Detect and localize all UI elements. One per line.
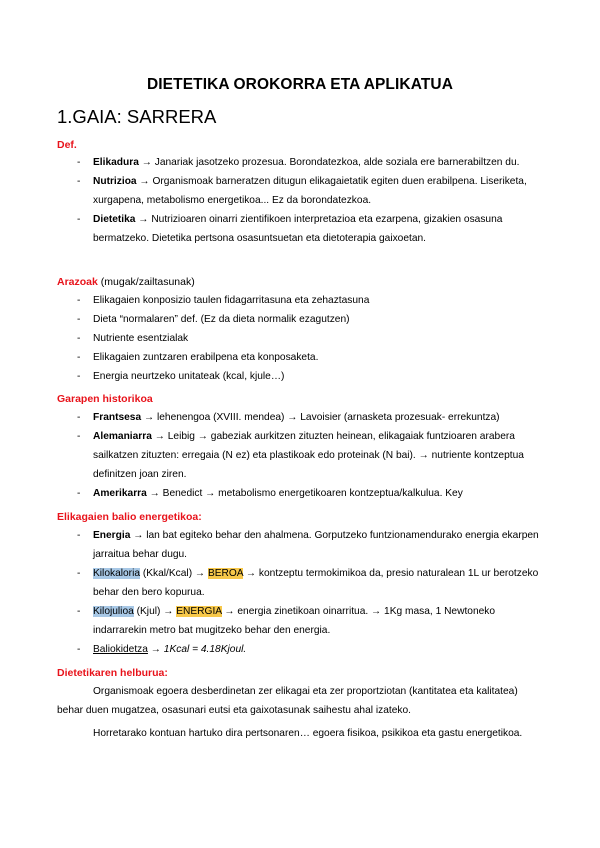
def-label: Def.	[57, 139, 77, 151]
list-item: - Frantsesa → lehenengoa (XVIII. mendea) → Lavoisier (arnasketa prozesuak- errekuntza)	[77, 412, 500, 423]
list-item: - Amerikarra → Benedict → metabolismo energetikoaren kontzeptua/kalkulua. Key	[77, 488, 463, 499]
list-item: - Alemaniarra → Leibig → gabeziak aurkitzen zituzten heinean, elikagaiak funtzioaren arabera sailkatzen zituzten: erregaia (N ez) eta plastikoak edo proteinak (N bai). → nutriente kontzeptua definitzen joan ziren.	[77, 431, 524, 480]
arazoak-list	[57, 291, 547, 386]
list-item: - Nutriente esentzialak	[77, 333, 189, 344]
list-item: - Dieta “normalaren” def. (Ez da dieta normalik ezagutzen)	[77, 314, 350, 325]
list-item: - Energia neurtzeko unitateak (kcal, kjule…)	[77, 371, 285, 382]
list-item: - Kilojulioa (Kjul) → ENERGIA → energia zinetikoan oinarritua. → 1Kg masa, 1 Newtoneko indarrarekin metro bat mugitzeko behar den energia.	[77, 606, 496, 636]
balio-label: Elikagaien balio energetikoa:	[57, 511, 202, 523]
list-item: - Elikagaien zuntzaren erabilpena eta konposaketa.	[77, 352, 319, 363]
list-item: - Dietetika → Nutrizioaren oinarri zientifikoen interpretazioa eta ezarpena, gizakien osasuna bermatzeko. Dietetika pertsona osasuntsuetan eta dietoterapia gaixoetan.	[77, 214, 503, 244]
def-list	[57, 153, 547, 248]
chapter-heading: 1.GAIA: SARRERA	[57, 106, 217, 127]
list-item: - Kilokaloria (Kkal/Kcal) → BEROA → kontzeptu termokimikoa da, presio naturalean 1L ur berotzeko behar den bero kopurua.	[77, 568, 539, 598]
list-item: - Energia → lan bat egiteko behar den ahalmena. Gorputzeko funtzionamendurako energia ekarpen jarraitua behar dugu.	[77, 530, 539, 560]
balio-list	[57, 526, 547, 659]
document-title: DIETETIKA OROKORRA ETA APLIKATUA	[146, 76, 453, 93]
helburua-paragraph-1: Organismoak egoera desberdinetan zer elikagai eta zer proportziotan (kantitatea eta kalitatea) behar duen mugatzea, osasunari eutsi eta gaixotasunak saihestu ahal izateko.	[57, 686, 518, 716]
garapen-label: Garapen historikoa	[57, 393, 153, 405]
arazoak-heading: Arazoak (mugak/zailtasunak)	[57, 276, 195, 288]
list-item: - Baliokidetza → 1Kcal = 4.18Kjoul.	[77, 644, 247, 655]
helburua-label: Dietetikaren helburua:	[57, 667, 168, 679]
helburua-paragraph-2: Horretarako kontuan hartuko dira pertsonaren… egoera fisikoa, psikikoa eta gastu energetikoa.	[93, 728, 523, 739]
list-item: - Elikagaien konposizio taulen fidagarritasuna eta zehaztasuna	[77, 295, 370, 306]
list-item: - Elikadura → Janariak jasotzeko prozesua. Borondatezkoa, alde soziala ere barnerabiltzen du.	[77, 157, 520, 168]
garapen-list	[57, 408, 547, 503]
list-item: - Nutrizioa → Organismoak barneratzen ditugun elikagaietatik egiten duen erabilpena. Liseriketa, xurgapena, metabolismo energetikoa... Ez da borondatezkoa.	[77, 176, 527, 206]
